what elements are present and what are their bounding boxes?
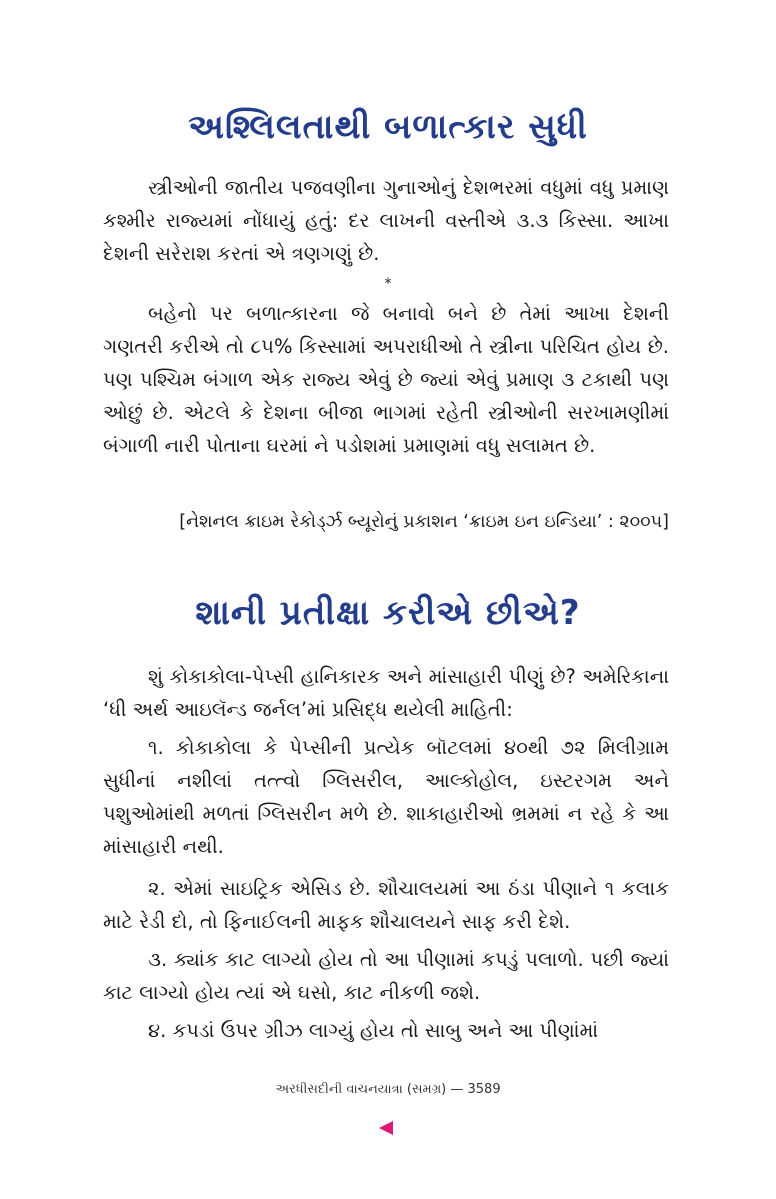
- section-title: શાની પ્રતીક્ષા કરીએ છીએ?: [195, 593, 581, 633]
- page-footer: અરધીસદીની વાચનયાત્રા (સમગ્ર) — 3589: [275, 1082, 501, 1097]
- list-item: ૩. ક્યાંક કાટ લાગ્યો હોય તો આ પીણામાં કપડું પલાળો. પછી જ્યાં કાટ લાગ્યો હોય ત્યાં એ ઘસો, કાટ નીકળી જશે.: [103, 948, 669, 1004]
- left-triangle-icon[interactable]: [379, 1121, 393, 1135]
- list-item: ૧. કોકાકોલા કે પેપ્સીની પ્રત્યેક બૉટલમાં ૪૦થી ૭૨ મિલીગ્રામ સુધીનાં નશીલાં તત્ત્વો ગ્લિસરીલ, આલ્કોહોલ, ઇસ્ટરગમ અને પશુઓમાંથી મળતાં ગ્લિસરીન મળે છે. શાકાહારીઓ ભ્રમમાં ન રહે કે આ માંસાહારી નથી.: [103, 736, 669, 858]
- list-item: ૪. કપડાં ઉપર ગ્રીઝ લાગ્યું હોય તો સાબુ અને આ પીણાંમાં: [148, 1019, 599, 1042]
- paragraph: સ્ત્રીઓની જાતીય પજવણીના ગુનાઓનું દેશભરમાં વધુમાં વધુ પ્રમાણ કશ્મીર રાજ્યમાં નોંધાયું હતું: દર લાખની વસ્તીએ ૩.૩ કિસ્સા. આખા દેશની સરેરાશ કરતાં એ ત્રણગણું છે.: [103, 176, 669, 265]
- list-item: ૨. એમાં સાઇટ્રિક એસિડ છે. શૌચાલયમાં આ ઠંડા પીણાને ૧ કલાક માટે રેડી દો, તો ફિનાઈલની માફક શૌચાલયને સાફ કરી દેશે.: [103, 877, 669, 933]
- paragraph: બહેનો પર બળાત્કારના જે બનાવો બને છે તેમાં આખા દેશની ગણતરી કરીએ તો ૮૫% કિસ્સામાં અપરાધીઓ તે સ્ત્રીના પરિચિત હોય છે. પણ પશ્ચિમ બંગાળ એક રાજ્ય એવું છે જ્યાં એવું પ્રમાણ ૩ ટકાથી પણ ઓછું છે. એટલે કે દેશના બીજા ભાગમાં રહેતી સ્ત્રીઓની સરખામણીમાં બંગાળી નારી પોતાના ઘરમાં ને પડોશમાં પ્રમાણમાં વધુ સલામત છે.: [103, 302, 669, 457]
- paragraph: શું કોકાકોલા-પેપ્સી હાનિકારક અને માંસાહારી પીણું છે? અમેરિકાના ‘ધી અર્થ આઇલૅન્ડ જર્નલ’માં પ્રસિદ્ધ થયેલી માહિતી:: [103, 665, 669, 721]
- source-citation: [નેશનલ ક્રાઇમ રેકોર્ડ્ઝ બ્યૂરોનું પ્રકાશન ‘ક્રાઇમ ઇન ઇન્ડિયા’ : ૨૦૦૫]: [179, 512, 669, 532]
- section-title: અશ્લિલતાથી બળાત્કાર સુધી: [188, 107, 588, 147]
- separator-asterisk: *: [384, 276, 392, 292]
